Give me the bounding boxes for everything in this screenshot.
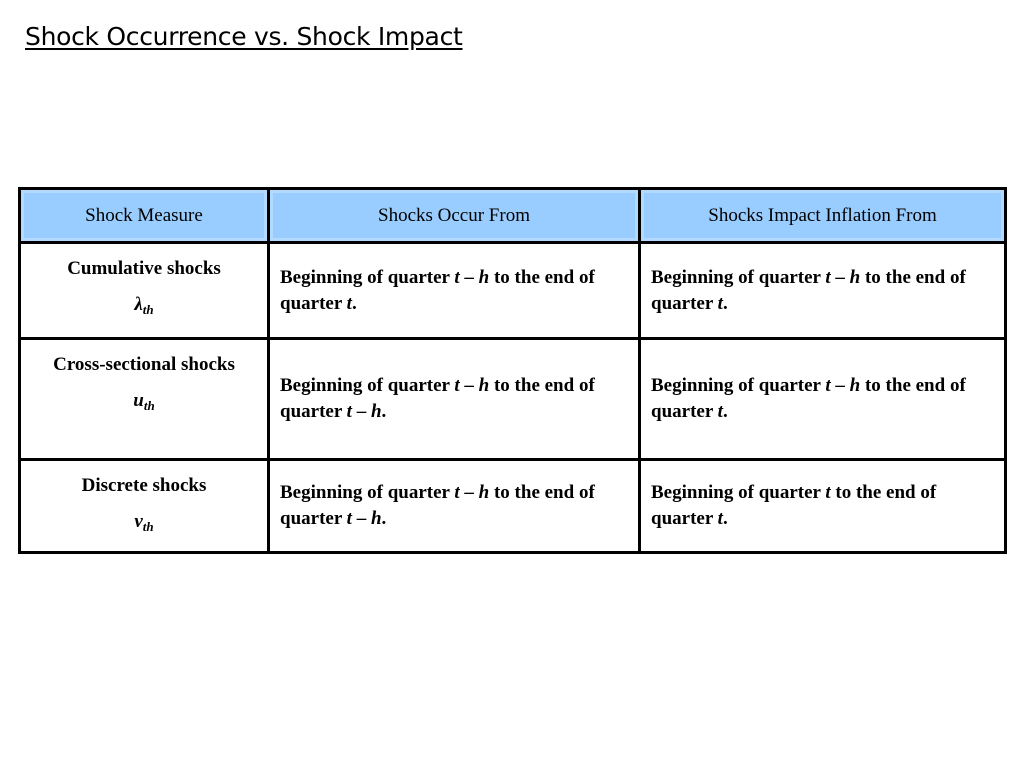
shock-measure-cell xyxy=(20,243,269,339)
shock-measure-symbol: $v_{th}$ xyxy=(134,511,154,534)
shock-measure-name: Discrete shocks xyxy=(81,475,207,496)
shocks-occur-cell: Beginning of quarter t – h to the end of quarter t. xyxy=(269,243,640,339)
table-row xyxy=(20,243,1006,339)
header-shocks-impact-inflation-from: Shocks Impact Inflation From xyxy=(640,189,1006,243)
shocks-occur-cell: Beginning of quarter t – h to the end of quarter t – h. xyxy=(269,339,640,460)
shock-measure-cell xyxy=(20,339,269,460)
header-shock-measure: Shock Measure xyxy=(20,189,269,243)
table-row xyxy=(20,460,1006,553)
shock-measure-symbol: $u_{th}$ xyxy=(133,390,155,413)
header-shocks-occur-from: Shocks Occur From xyxy=(269,189,640,243)
shocks-impact-cell: Beginning of quarter t – h to the end of quarter t. xyxy=(640,339,1006,460)
shock-measure-name: Cumulative shocks xyxy=(67,258,221,279)
shock-measure-symbol: $\lambda_{th}$ xyxy=(134,294,154,317)
shock-comparison-table xyxy=(18,187,1007,554)
shock-measure-cell xyxy=(20,460,269,553)
shocks-impact-cell: Beginning of quarter t to the end of quarter t. xyxy=(640,460,1006,553)
table-row xyxy=(20,339,1006,460)
shocks-occur-cell: Beginning of quarter t – h to the end of quarter t – h. xyxy=(269,460,640,553)
shocks-impact-cell: Beginning of quarter t – h to the end of quarter t. xyxy=(640,243,1006,339)
slide-title: Shock Occurrence vs. Shock Impact xyxy=(25,22,463,51)
shock-measure-name: Cross-sectional shocks xyxy=(53,354,235,375)
table-header-row xyxy=(20,189,1006,243)
